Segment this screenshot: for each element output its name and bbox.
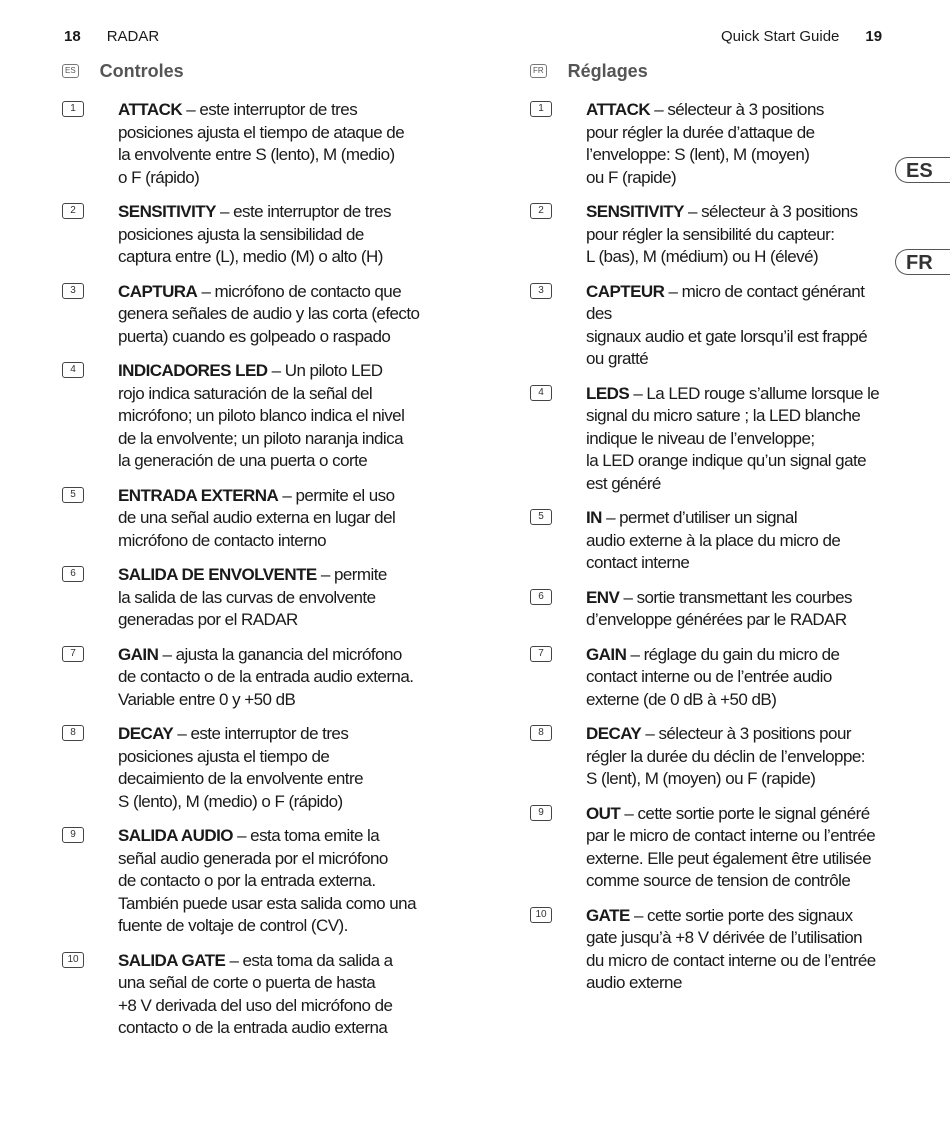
- control-term: CAPTURA: [118, 281, 198, 301]
- control-item: [62, 564, 422, 632]
- item-description: [586, 99, 890, 189]
- control-term: ENTRADA EXTERNA: [118, 485, 279, 505]
- control-term: SENSITIVITY: [586, 202, 684, 221]
- control-item: [530, 507, 890, 575]
- item-number-badge: 1: [530, 101, 552, 117]
- item-description: [586, 587, 890, 632]
- section-title: Controles: [99, 60, 184, 81]
- control-term: SALIDA GATE: [118, 950, 226, 970]
- control-description-text: – Un piloto LED rojo indica saturación de la señal del micrófono; un piloto blanco indica el nivel de la envolvente; un piloto naranja indica la generación de una puerta o corte: [118, 361, 405, 470]
- control-term: INDICADORES LED: [118, 361, 268, 380]
- control-description-text: – réglage du gain du micro de contact interne ou de l’entrée audio externe (de 0 dB à +50 dB): [586, 644, 840, 709]
- control-description-text: – sélecteur à 3 positions pour régler la durée du déclin de l’enveloppe: S (lent), M (moyen) ou F (rapide): [586, 724, 865, 788]
- right-page-number: 19: [865, 28, 883, 45]
- control-description-text: – este interruptor de tres posiciones ajusta el tiempo de decaimiento de la envolvente entre S (lento), M (medio) o F (rápido): [118, 724, 363, 811]
- control-item: [530, 587, 890, 632]
- item-number-badge: 2: [530, 203, 552, 219]
- item-description: [586, 507, 890, 575]
- item-number-badge: 7: [62, 646, 84, 662]
- item-description: [118, 950, 422, 1040]
- control-description-text: – sortie transmettant les courbes d’enveloppe générées par le RADAR: [586, 587, 852, 629]
- control-term: SALIDA AUDIO: [118, 826, 233, 845]
- control-description-text: – micrófono de contacto que genera señales de audio y las corta (efecto puerta) cuando es golpeado o raspado: [118, 281, 420, 346]
- control-description-text: – cette sortie porte le signal généré par le micro de contact interne ou l’entrée externe. Elle peut également être utilisée comme source de tension de contrôle: [586, 803, 876, 890]
- control-item: [62, 485, 422, 553]
- item-description: [586, 644, 890, 712]
- control-list: [62, 99, 422, 1040]
- control-term: SALIDA DE ENVOLVENTE: [118, 565, 317, 584]
- right-header-title: Quick Start Guide: [721, 28, 840, 45]
- control-term: GAIN: [118, 644, 159, 664]
- item-description: [118, 825, 422, 938]
- control-item: [62, 723, 422, 813]
- left-header-title: RADAR: [106, 28, 160, 45]
- control-item: [530, 383, 890, 496]
- item-number-badge: 7: [530, 646, 552, 662]
- control-description-text: – esta toma da salida a una señal de corte o puerta de hasta +8 V derivada del uso del micrófono de contacto o de la entrada audio externa: [118, 950, 393, 1037]
- item-description: [118, 723, 422, 813]
- control-item: [530, 905, 890, 995]
- item-description: [118, 281, 422, 349]
- right-page-header: [721, 28, 882, 45]
- control-term: ATTACK: [118, 100, 183, 119]
- left-page-header: [64, 28, 159, 45]
- item-description: [586, 383, 890, 496]
- control-term: OUT: [586, 803, 621, 823]
- control-item: [62, 360, 422, 473]
- item-description: [118, 564, 422, 632]
- control-item: [530, 201, 890, 269]
- item-number-badge: 10: [62, 952, 84, 968]
- control-description-text: – ajusta la ganancia del micrófono de contacto o de la entrada audio externa. Variable entre 0 y +50 dB: [118, 644, 414, 709]
- language-code-box: ES: [62, 64, 79, 78]
- item-description: [586, 723, 890, 791]
- left-page-number: 18: [64, 28, 81, 45]
- control-description-text: – micro de contact générant des signaux audio et gate lorsqu’il est frappé ou gratté: [586, 281, 868, 368]
- control-description-text: – La LED rouge s’allume lorsque le signal du micro sature ; la LED blanche indique le niveau de l’enveloppe; la LED orange indique qu’un signal gate est généré: [586, 383, 880, 493]
- item-description: [586, 803, 890, 893]
- control-item: [530, 803, 890, 893]
- control-term: GATE: [586, 905, 630, 925]
- control-term: GAIN: [586, 644, 627, 664]
- control-item: [530, 281, 890, 371]
- control-description-text: – sélecteur à 3 positions pour régler la durée d’attaque de l’enveloppe: S (lent), M (moyen) ou F (rapide): [586, 100, 824, 187]
- item-number-badge: 9: [530, 805, 552, 821]
- item-number-badge: 5: [530, 509, 552, 525]
- control-description-text: – permite la salida de las curvas de envolvente generadas por el RADAR: [118, 565, 387, 629]
- item-description: [586, 201, 890, 269]
- language-tab-fr[interactable]: FR: [895, 249, 950, 275]
- section-title: Réglages: [567, 60, 648, 81]
- spanish-controls-column: [62, 60, 422, 1052]
- control-term: DECAY: [586, 724, 642, 743]
- item-number-badge: 10: [530, 907, 552, 923]
- french-controls-column: [530, 60, 890, 1007]
- item-description: [118, 485, 422, 553]
- control-description-text: – este interruptor de tres posiciones ajusta el tiempo de ataque de la envolvente entre S (lento), M (medio) o F (rápido): [118, 100, 405, 187]
- section-heading: [530, 60, 890, 82]
- control-item: [62, 281, 422, 349]
- language-code-box: FR: [530, 64, 547, 78]
- item-description: [586, 281, 890, 371]
- control-description-text: – cette sortie porte des signaux gate jusqu’à +8 V dérivée de l’utilisation du micro de contact interne ou de l’entrée audio externe: [586, 905, 876, 992]
- control-description-text: – este interruptor de tres posiciones ajusta la sensibilidad de captura entre (L), medio (M) o alto (H): [118, 202, 391, 266]
- control-term: IN: [586, 508, 602, 527]
- item-number-badge: 4: [530, 385, 552, 401]
- control-item: [530, 723, 890, 791]
- control-item: [62, 950, 422, 1040]
- item-number-badge: 6: [62, 566, 84, 582]
- item-number-badge: 3: [62, 283, 84, 299]
- control-item: [62, 201, 422, 269]
- control-item: [62, 644, 422, 712]
- control-term: ATTACK: [586, 100, 651, 119]
- item-description: [118, 360, 422, 473]
- item-description: [118, 201, 422, 269]
- item-description: [118, 644, 422, 712]
- control-term: SENSITIVITY: [118, 202, 216, 221]
- item-number-badge: 8: [62, 725, 84, 741]
- control-description-text: – permet d’utiliser un signal audio externe à la place du micro de contact interne: [586, 508, 841, 572]
- item-number-badge: 6: [530, 589, 552, 605]
- language-tab-es[interactable]: ES: [895, 157, 950, 183]
- control-item: [62, 825, 422, 938]
- item-number-badge: 4: [62, 362, 84, 378]
- control-description-text: – permite el uso de una señal audio externa en lugar del micrófono de contacto interno: [118, 485, 396, 550]
- control-term: CAPTEUR: [586, 281, 665, 301]
- item-number-badge: 9: [62, 827, 84, 843]
- control-item: [530, 99, 890, 189]
- control-item: [62, 99, 422, 189]
- item-number-badge: 5: [62, 487, 84, 503]
- control-term: DECAY: [118, 724, 174, 743]
- control-term: LEDS: [586, 383, 630, 403]
- control-description-text: – sélecteur à 3 positions pour régler la sensibilité du capteur: L (bas), M (médium) ou H (élevé): [586, 202, 858, 266]
- item-description: [118, 99, 422, 189]
- item-number-badge: 8: [530, 725, 552, 741]
- control-term: ENV: [586, 587, 620, 607]
- control-list: [530, 99, 890, 995]
- item-description: [586, 905, 890, 995]
- control-description-text: – esta toma emite la señal audio generada por el micrófono de contacto o por la entrada externa. También puede usar esta salida como una fuente de voltaje de control (CV).: [118, 826, 416, 935]
- control-item: [530, 644, 890, 712]
- item-number-badge: 3: [530, 283, 552, 299]
- item-number-badge: 1: [62, 101, 84, 117]
- item-number-badge: 2: [62, 203, 84, 219]
- section-heading: [62, 60, 422, 82]
